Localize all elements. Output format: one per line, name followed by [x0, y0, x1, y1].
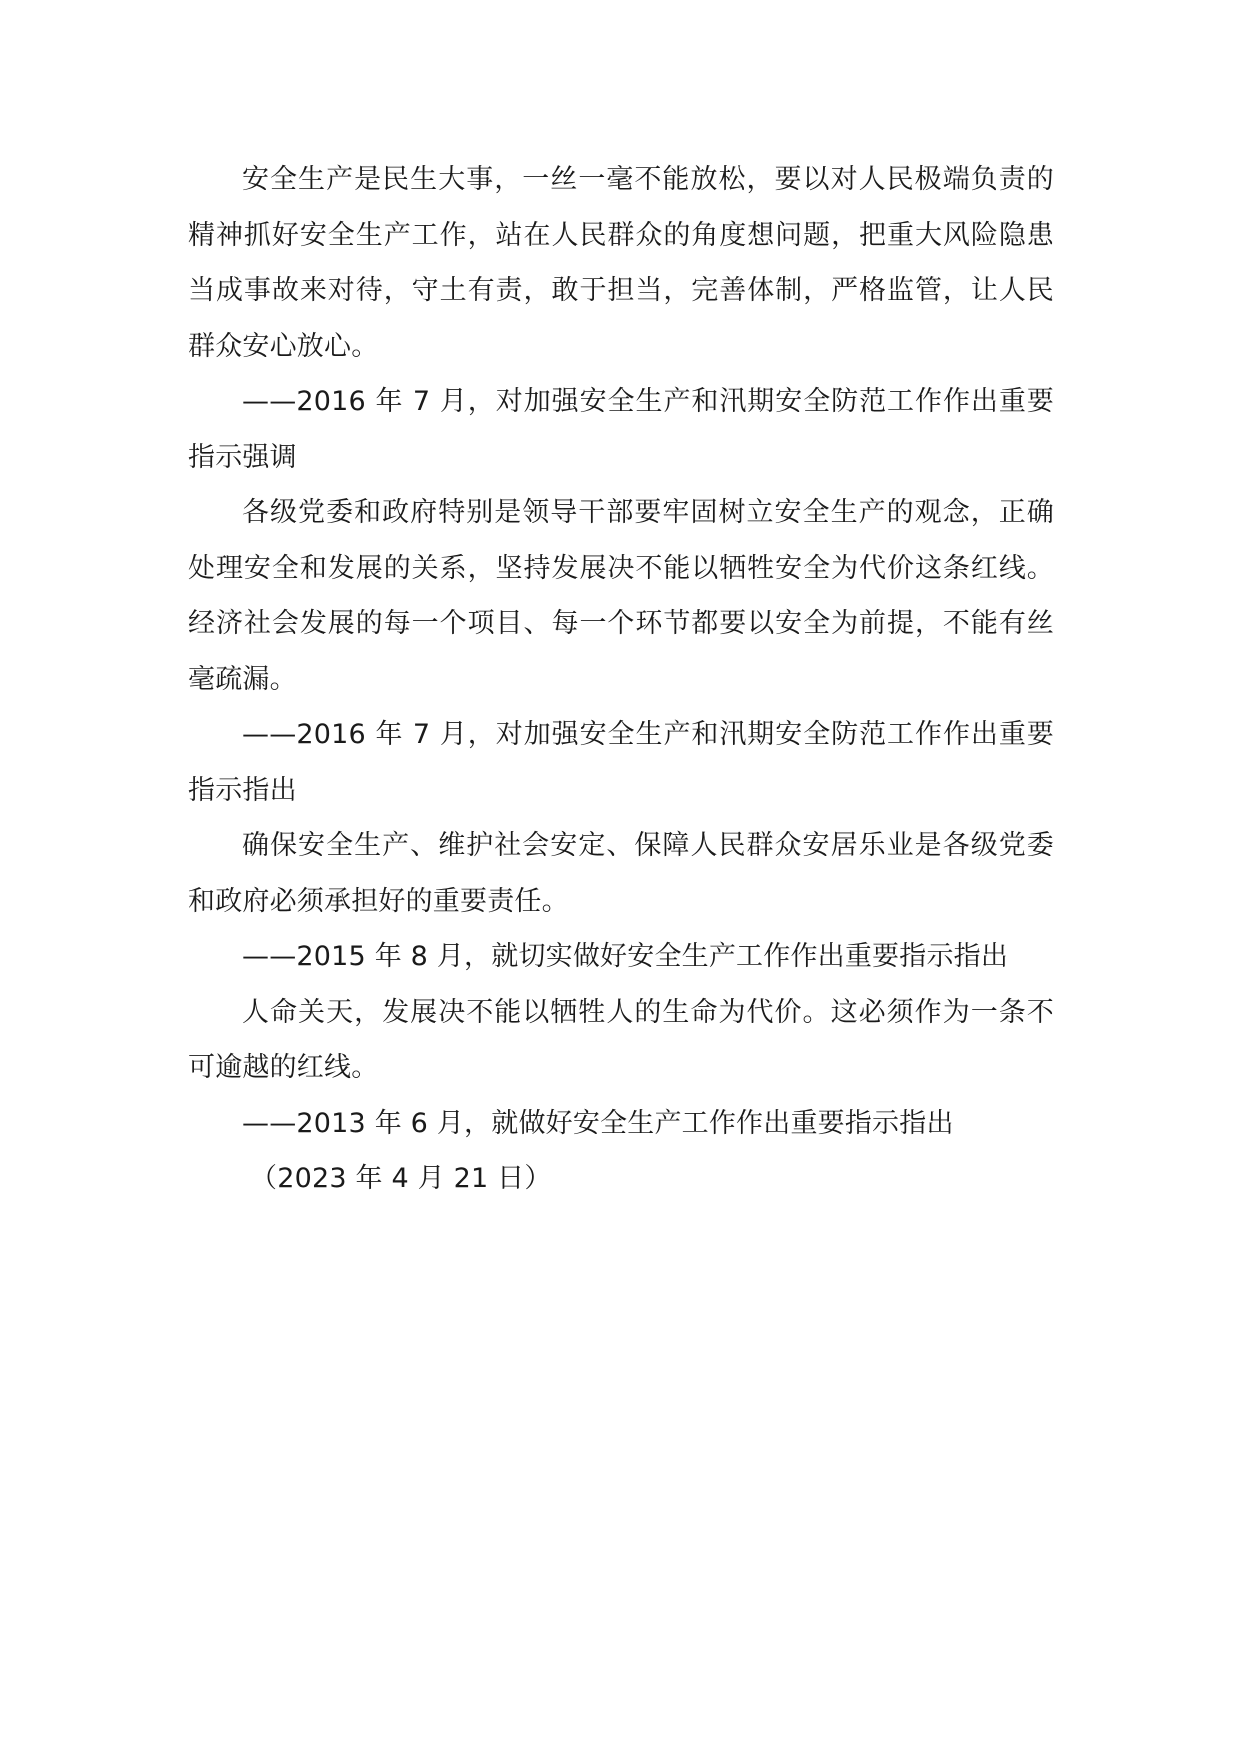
quote-paragraph: 各级党委和政府特别是领导干部要牢固树立安全生产的观念，正确处理安全和发展的关系，坚持发展决不能以牺牲安全为代价这条红线。经济社会发展的每一个项目、每一个环节都要以安全为前提，不能有丝毫疏漏。	[188, 497, 1054, 695]
quote-paragraph: 确保安全生产、维护社会安定、保障人民群众安居乐业是各级党委和政府必须承担好的重要责任。	[188, 830, 1054, 917]
quote-paragraph: 安全生产是民生大事，一丝一毫不能放松，要以对人民极端负责的精神抓好安全生产工作，站在人民群众的角度想问题，把重大风险隐患当成事故来对待，守土有责，敢于担当，完善体制，严格监管，让人民群众安心放心。	[188, 164, 1054, 362]
document-date: （2023 年 4 月 21 日）	[250, 1163, 552, 1194]
quote-source: ——2016 年 7 月，对加强安全生产和汛期安全防范工作作出重要指示强调	[188, 386, 1054, 473]
quote-paragraph: 人命关天，发展决不能以牺牲人的生命为代价。这必须作为一条不可逾越的红线。	[188, 996, 1054, 1083]
quote-source: ——2015 年 8 月，就切实做好安全生产工作作出重要指示指出	[242, 941, 1009, 972]
quote-source: ——2013 年 6 月，就做好安全生产工作作出重要指示指出	[242, 1107, 954, 1139]
document-page	[188, 152, 1054, 1207]
quote-source: ——2016 年 7 月，对加强安全生产和汛期安全防范工作作出重要指示指出	[188, 719, 1054, 806]
